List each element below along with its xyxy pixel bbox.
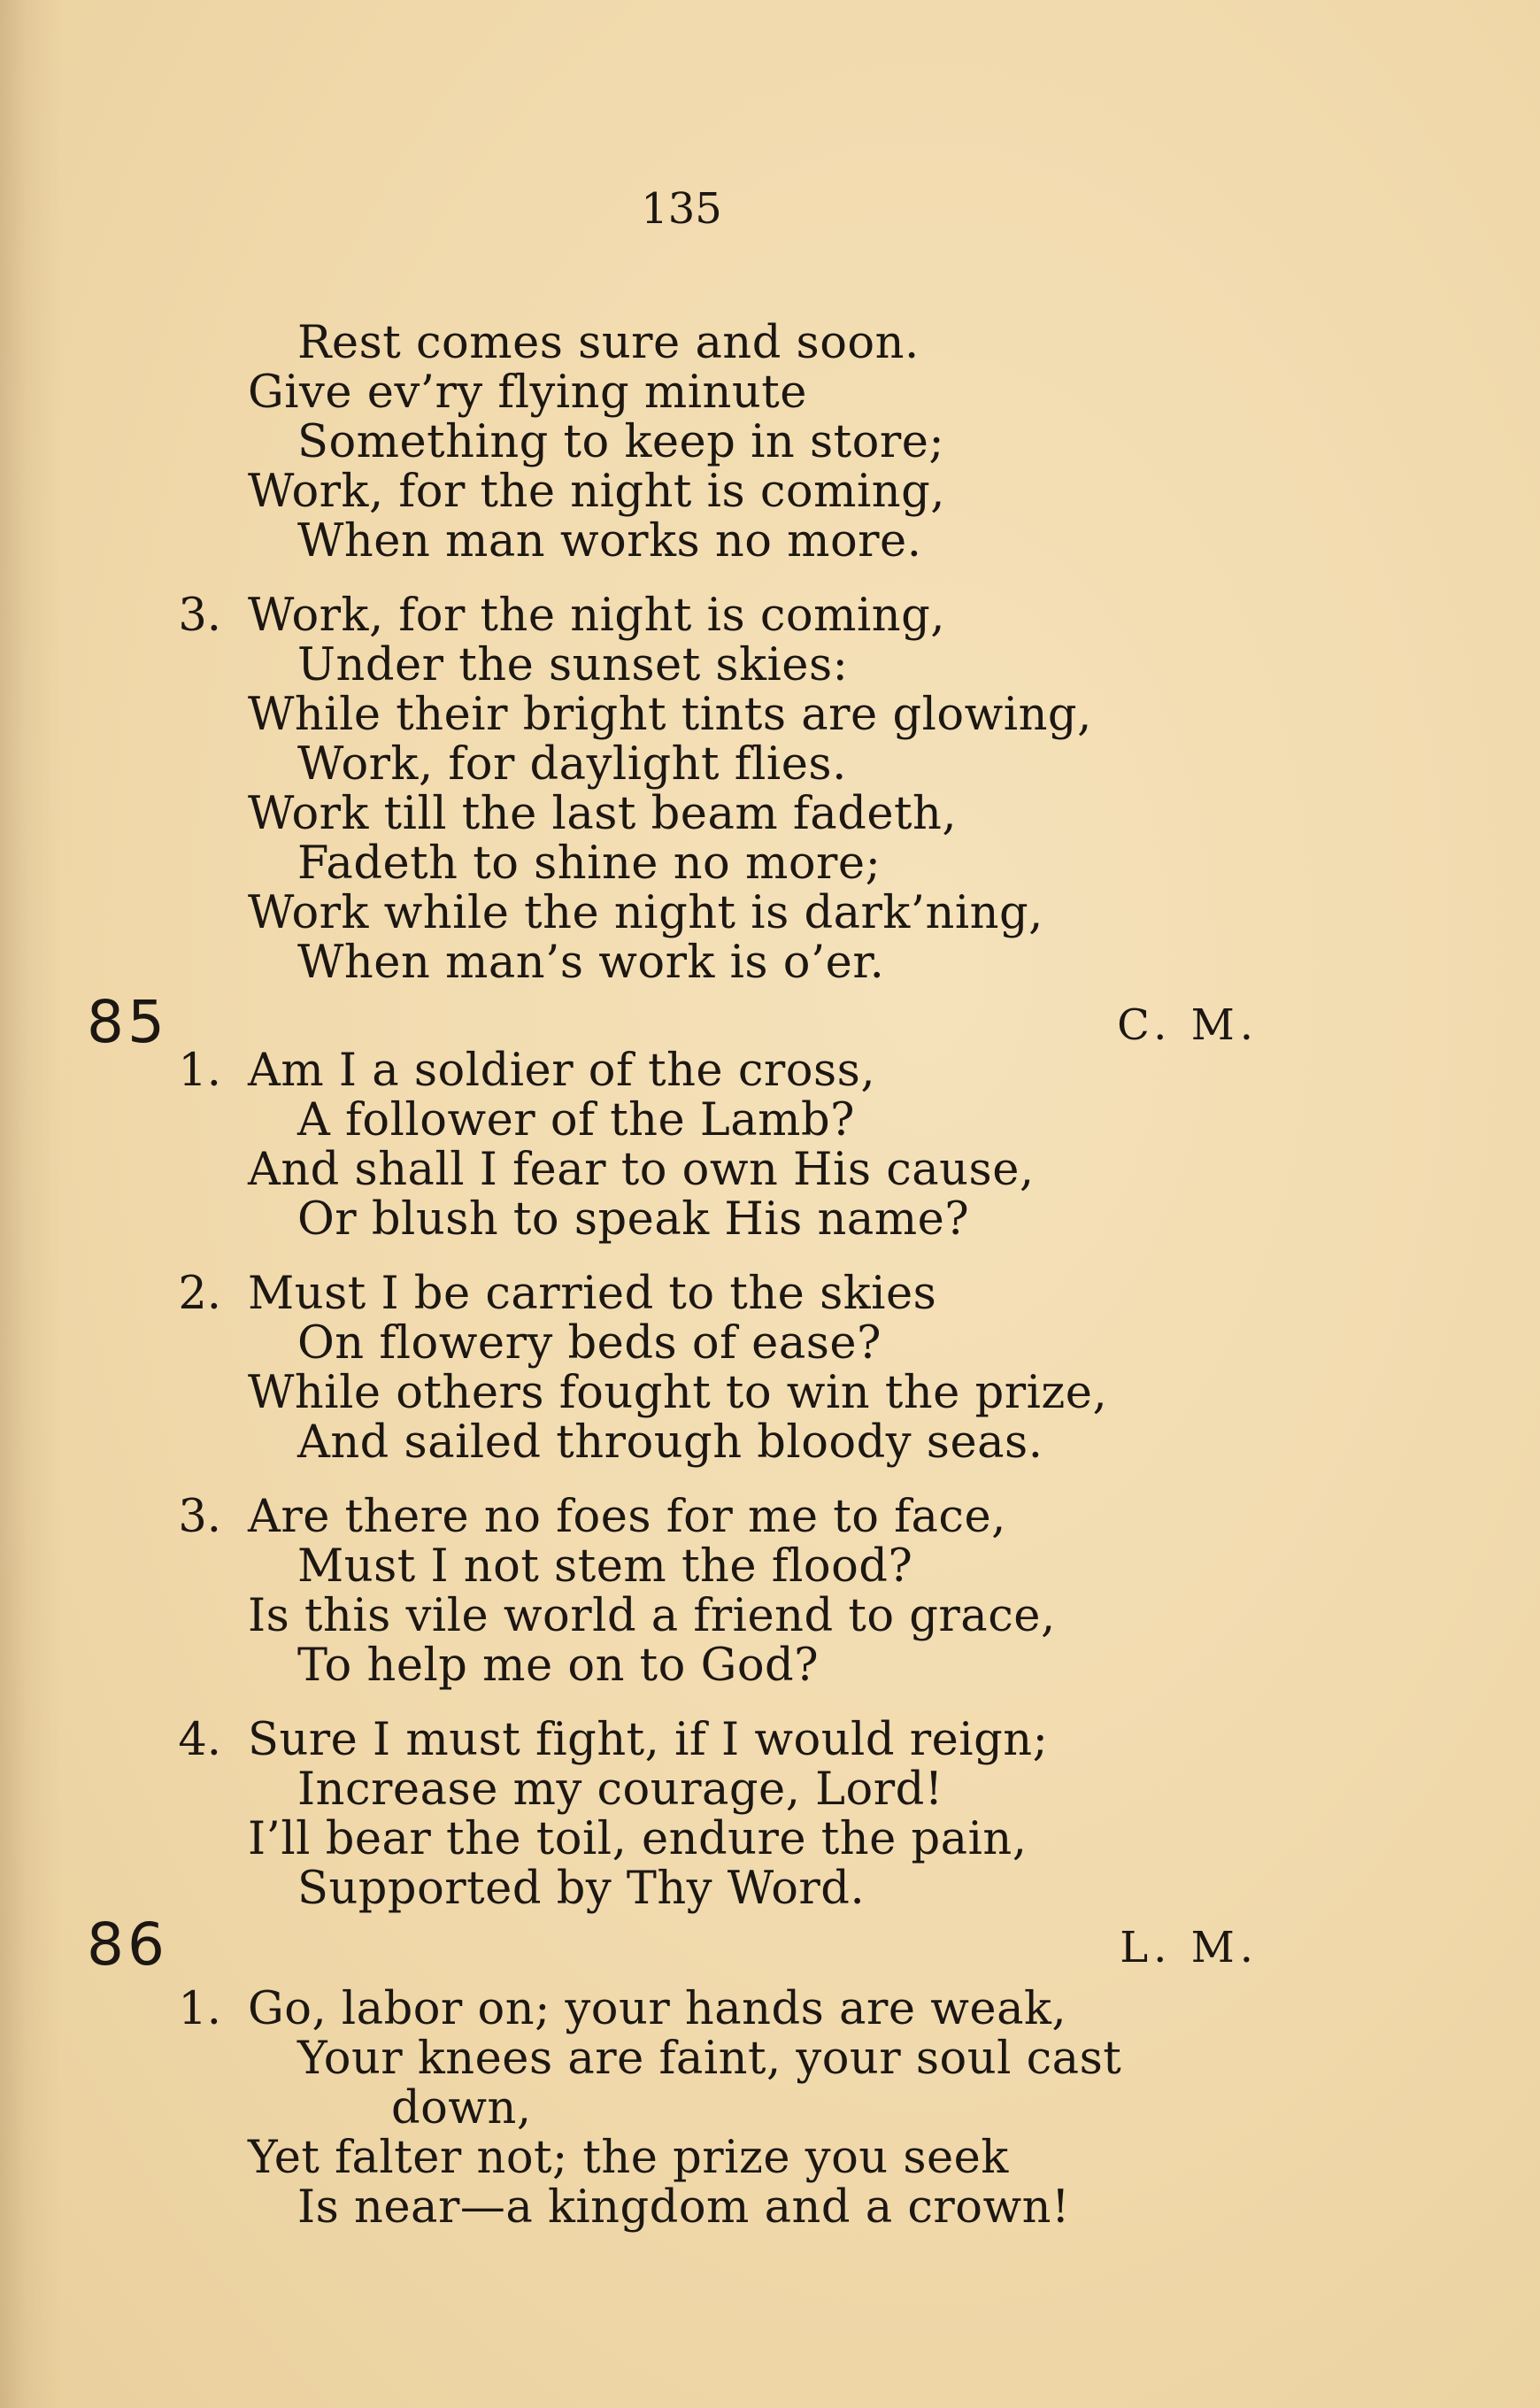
verse-number: 3. [178,1491,221,1543]
page-number: 135 [641,184,722,234]
verse-number: 3. [178,590,221,642]
verse-line: Work while the night is dark’ning, [248,887,1043,939]
verse-line: Must I be carried to the skies [248,1268,937,1320]
verse-line: Are there no foes for me to face, [248,1491,1006,1543]
verse-line: Or blush to speak His name? [297,1193,970,1246]
verse-number: 1. [178,1983,221,2035]
verse-line: I’ll bear the toil, endure the pain, [248,1813,1028,1865]
verse-line: Sure I must fight, if I would reign; [248,1714,1049,1766]
verse-line: And sailed through bloody seas. [297,1416,1043,1469]
verse-line: While others fought to win the prize, [248,1367,1108,1419]
verse-line: Under the sunset skies: [297,639,849,691]
verse-line: Work, for the night is coming, [248,590,945,642]
verse-line: Is near—a kingdom and a crown! [297,2181,1070,2234]
verse-line: Work, for daylight flies. [297,738,847,791]
verse-line: And shall I fear to own His cause, [248,1144,1035,1196]
verse-line: Supported by Thy Word. [297,1863,866,1915]
verse-line: Something to keep in store; [297,416,945,468]
verse-number: 1. [178,1045,221,1097]
verse-line: Increase my courage, Lord! [297,1764,943,1816]
verse-number: 4. [178,1714,221,1766]
hymn-number: 86 [87,1910,168,1979]
hymn-meter: L. M. [1120,1923,1259,1972]
verse-line: When man’s work is o’er. [297,937,885,989]
verse-line: Rest comes sure and soon. [297,317,920,369]
hymn-meter: C. M. [1117,1000,1259,1050]
verse-line: Give ev’ry flying minute [248,367,807,419]
verse-line: Yet falter not; the prize you seek [248,2132,1009,2184]
verse-line: Must I not stem the flood? [297,1540,913,1593]
verse-line: Work, for the night is coming, [248,466,945,518]
verse-line: Fadeth to shine no more; [297,837,882,890]
verse-line: To help me on to God? [297,1640,820,1692]
verse-line: A follower of the Lamb? [297,1094,856,1146]
verse-line: down, [391,2082,532,2134]
verse-line: When man works no more. [297,515,922,567]
verse-line: Go, labor on; your hands are weak, [248,1983,1067,2035]
verse-line: Am I a soldier of the cross, [248,1045,876,1097]
verse-line: On flowery beds of ease? [297,1317,882,1370]
verse-number: 2. [178,1268,221,1320]
hymn-number: 85 [87,988,168,1056]
verse-line: Is this vile world a friend to grace, [248,1590,1056,1642]
verse-line: Work till the last beam fadeth, [248,788,958,840]
verse-line: While their bright tints are glowing, [248,689,1092,741]
verse-line: Your knees are faint, your soul cast [297,2033,1122,2085]
